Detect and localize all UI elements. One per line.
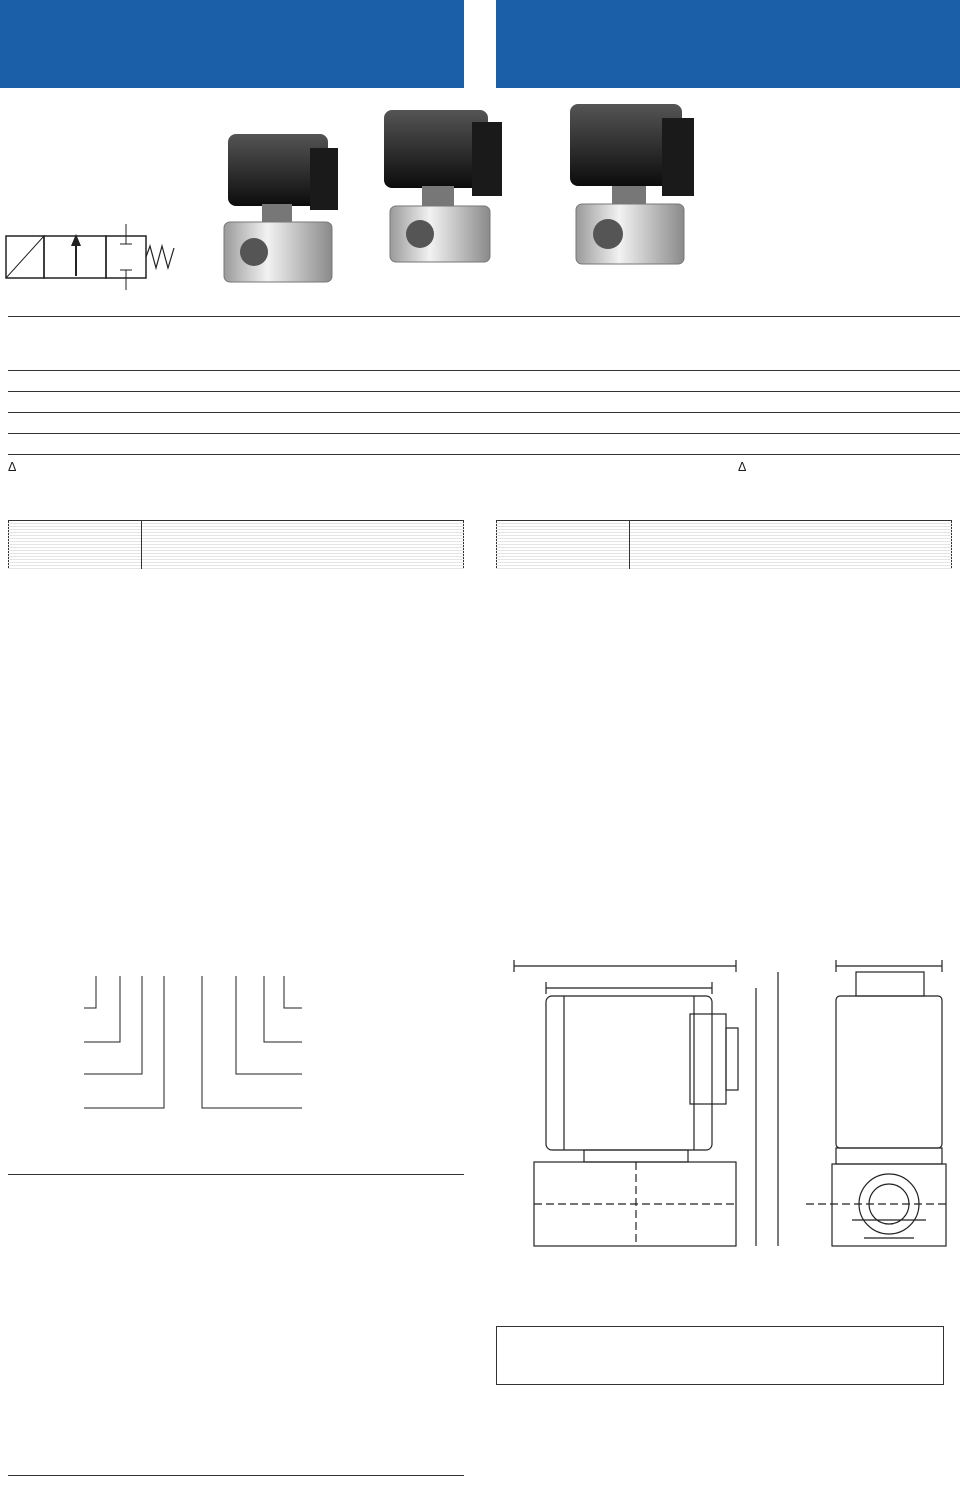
spec-key	[497, 566, 630, 569]
ordering-right-item	[304, 1034, 504, 1068]
table-row	[8, 433, 960, 455]
assembling-drawing	[506, 948, 954, 1258]
ordering-right-item	[304, 1067, 504, 1101]
spec-value	[142, 566, 464, 569]
table-row	[8, 412, 960, 434]
ordering-key-lines	[84, 974, 314, 1124]
dimension-table	[496, 1326, 944, 1385]
spec-value	[630, 566, 952, 569]
tech-en-table	[496, 520, 952, 569]
table-row	[8, 370, 960, 392]
note-cz: Δ	[8, 460, 17, 474]
ordering-left-item	[8, 1000, 84, 1034]
table-row	[8, 391, 960, 413]
ordering-left-item	[8, 1034, 84, 1068]
header-en	[496, 0, 960, 88]
ordering-right-item	[304, 1101, 504, 1135]
ordering-left-item	[8, 1067, 84, 1101]
ordering-left-item	[8, 1101, 84, 1135]
tech-cz-table	[8, 520, 464, 569]
spec-row	[9, 566, 464, 569]
header-cz	[0, 0, 464, 88]
valve-symbol-icon	[0, 208, 200, 308]
spec-key	[9, 566, 142, 569]
valve-photo	[214, 96, 734, 296]
legend-box	[8, 1174, 464, 1476]
note-en: Δ	[738, 460, 747, 474]
spec-row	[497, 566, 952, 569]
ordering-right-item	[304, 1000, 504, 1034]
